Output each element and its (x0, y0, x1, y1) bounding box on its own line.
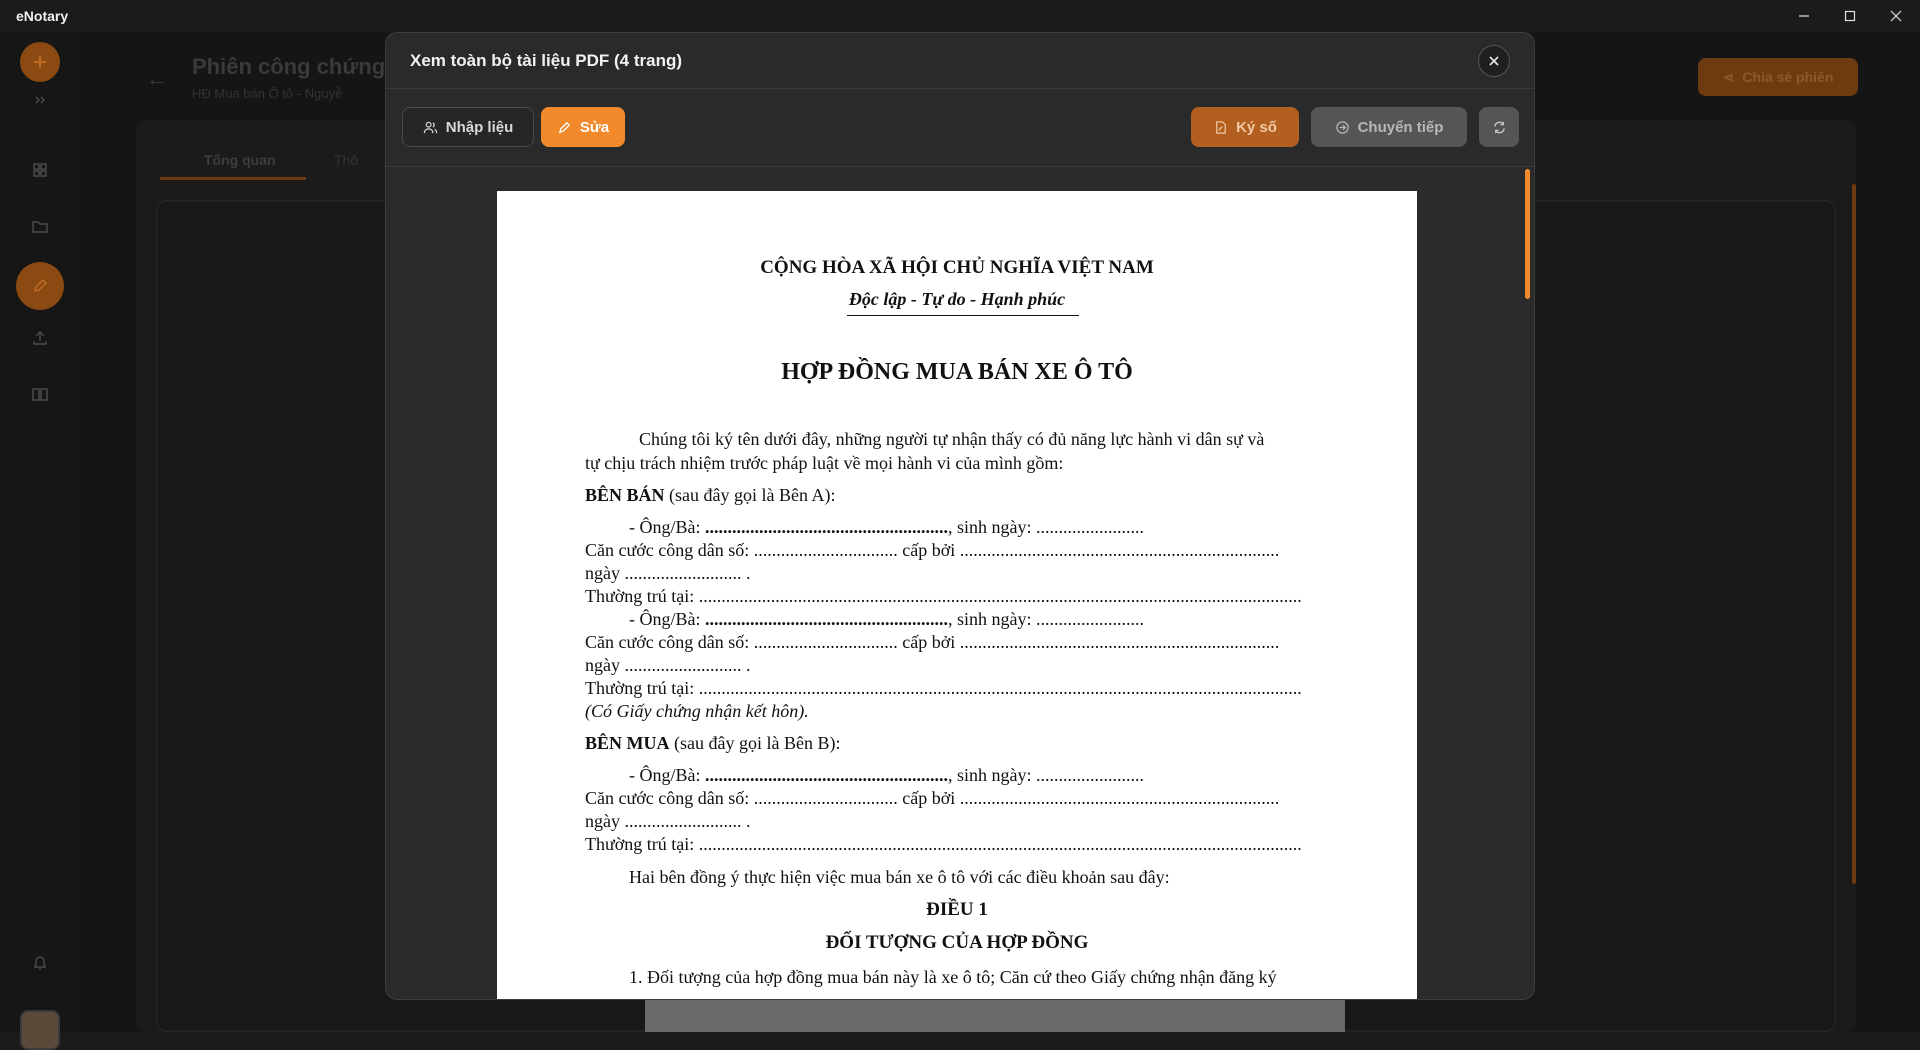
minimize-icon (1798, 10, 1810, 22)
avatar[interactable] (20, 1010, 60, 1050)
maximize-button[interactable] (1827, 0, 1873, 32)
share-icon: ⋖ (1722, 68, 1735, 85)
forward-button[interactable] (1311, 107, 1467, 147)
digital-sign-label: Ký số (1236, 118, 1277, 136)
marriage-note: (Có Giấy chứng nhận kết hôn). (585, 701, 809, 721)
users-icon (423, 120, 438, 135)
close-window-button[interactable] (1873, 0, 1919, 32)
contract-title: HỢP ĐỒNG MUA BÁN XE Ô TÔ (781, 359, 1133, 385)
buyer-section-heading (585, 733, 840, 754)
seller-date-line-2: ngày .......................... . (585, 655, 751, 675)
modal-close-button[interactable] (1478, 45, 1510, 77)
buyer-residence: Thường trú tại: ...................................................................................................................................... (585, 834, 1302, 854)
share-session-label: Chia sẻ phiên (1742, 69, 1834, 85)
person-dots: ...................................................... (705, 517, 948, 537)
dob-label: , sinh ngày: ........................ (948, 609, 1144, 629)
sidebar-notifications[interactable] (20, 942, 60, 982)
upload-icon (31, 329, 49, 347)
session-title: Phiên công chứng (192, 54, 386, 79)
viewer-scrollbar[interactable] (1525, 169, 1530, 299)
person-dots: ...................................................... (705, 609, 948, 629)
back-arrow-icon[interactable]: ← (146, 66, 168, 91)
sidebar-expand-button[interactable] (20, 88, 60, 112)
national-title: CỘNG HÒA XÃ HỘI CHỦ NGHĨA VIỆT NAM (760, 257, 1154, 278)
maximize-icon (1844, 10, 1856, 22)
close-icon (1890, 10, 1902, 22)
sidebar-item-book[interactable] (20, 374, 60, 414)
modal-title: Xem toàn bộ tài liệu PDF (4 trang) (410, 51, 683, 70)
pdf-viewer[interactable] (386, 167, 1534, 1000)
seller-note: (sau đây gọi là Bên A): (664, 485, 836, 505)
input-data-button[interactable] (402, 107, 534, 147)
book-icon (31, 385, 49, 403)
sidebar-add-button[interactable] (20, 42, 60, 82)
article-title: ĐỐI TƯỢNG CỦA HỢP ĐỒNG (825, 932, 1089, 953)
background-document-preview (645, 1000, 1345, 1032)
intro-line-2: tự chịu trách nhiệm trước pháp luật về mọi hành vi của mình gồm: (585, 453, 1064, 473)
person-label: - Ông/Bà: (629, 765, 701, 785)
seller-section-heading (585, 485, 835, 506)
dob-label: , sinh ngày: ........................ (948, 517, 1144, 537)
folder-icon (31, 217, 49, 235)
input-data-label: Nhập liệu (445, 118, 514, 136)
sidebar (0, 32, 80, 1032)
buyer-note: (sau đây gọi là Bên B): (669, 733, 841, 753)
agreement-line: Hai bên đồng ý thực hiện việc mua bán xe ô tô với các điều khoản sau đây: (629, 867, 1170, 887)
buyer-person-1 (629, 765, 1144, 786)
buyer-id-line: Căn cước công dân số: ................................ cấp bởi ....................................................................... (585, 788, 1280, 808)
edit-button[interactable] (541, 107, 625, 147)
modal-toolbar (386, 89, 1534, 167)
tab-overview[interactable]: Tổng quan (160, 146, 306, 180)
minimize-button[interactable] (1781, 0, 1827, 32)
background-scrollbar[interactable] (1852, 184, 1856, 884)
seller-residence-2: Thường trú tại: ...................................................................................................................................... (585, 678, 1302, 698)
refresh-button[interactable] (1479, 107, 1519, 147)
bell-icon (31, 953, 49, 971)
national-motto: Độc lập - Tự do - Hạnh phúc (848, 289, 1066, 309)
sidebar-item-upload[interactable] (20, 318, 60, 358)
refresh-icon (1492, 120, 1507, 135)
seller-person-1 (629, 517, 1144, 538)
pdf-page (497, 191, 1417, 1000)
window-titlebar (0, 0, 1920, 32)
edit-label: Sửa (579, 118, 610, 136)
motto-underline (847, 315, 1079, 316)
app-title: eNotary (16, 8, 69, 24)
person-label: - Ông/Bà: (629, 609, 701, 629)
arrow-circle-right-icon (1335, 120, 1350, 135)
share-session-button[interactable] (1698, 58, 1858, 96)
session-subtitle: HĐ Mua bán Ô tô - Nguyễ (192, 86, 343, 101)
buyer-date-line: ngày .......................... . (585, 811, 751, 831)
pdf-viewer-modal (385, 32, 1535, 1000)
digital-sign-button[interactable] (1191, 107, 1299, 147)
seller-id-line-1: Căn cước công dân số: ................................ cấp bởi ....................................................................... (585, 540, 1280, 560)
file-signature-icon (1213, 120, 1228, 135)
sidebar-item-edit[interactable] (16, 262, 64, 310)
buyer-heading: BÊN MUA (585, 733, 670, 753)
pencil-icon (557, 120, 572, 135)
intro-line-1: Chúng tôi ký tên dưới đây, những người tự nhận thấy có đủ năng lực hành vi dân sự và (639, 429, 1265, 449)
sidebar-item-folders[interactable] (20, 206, 60, 246)
forward-label: Chuyển tiếp (1357, 118, 1444, 136)
modal-header (386, 33, 1534, 89)
person-dots: ...................................................... (705, 765, 948, 785)
seller-residence-1: Thường trú tại: ...................................................................................................................................... (585, 586, 1302, 606)
article-label: ĐIỀU 1 (926, 899, 988, 920)
close-icon (1488, 55, 1500, 67)
plus-icon (31, 53, 49, 71)
dob-label: , sinh ngày: ........................ (948, 765, 1144, 785)
person-label: - Ông/Bà: (629, 517, 701, 537)
grid-icon (31, 161, 49, 179)
seller-id-line-2: Căn cước công dân số: ................................ cấp bởi ....................................................................... (585, 632, 1280, 652)
seller-person-2 (629, 609, 1144, 630)
seller-date-line-1: ngày .......................... . (585, 563, 751, 583)
tab-second[interactable]: Thô (334, 152, 359, 168)
chevrons-right-icon (31, 91, 49, 109)
seller-heading: BÊN BÁN (585, 485, 665, 505)
pencil-icon (31, 277, 49, 295)
sidebar-item-dashboard[interactable] (20, 150, 60, 190)
clause-1: 1. Đối tượng của hợp đồng mua bán này là xe ô tô; Căn cứ theo Giấy chứng nhận đăng ký (629, 967, 1277, 987)
